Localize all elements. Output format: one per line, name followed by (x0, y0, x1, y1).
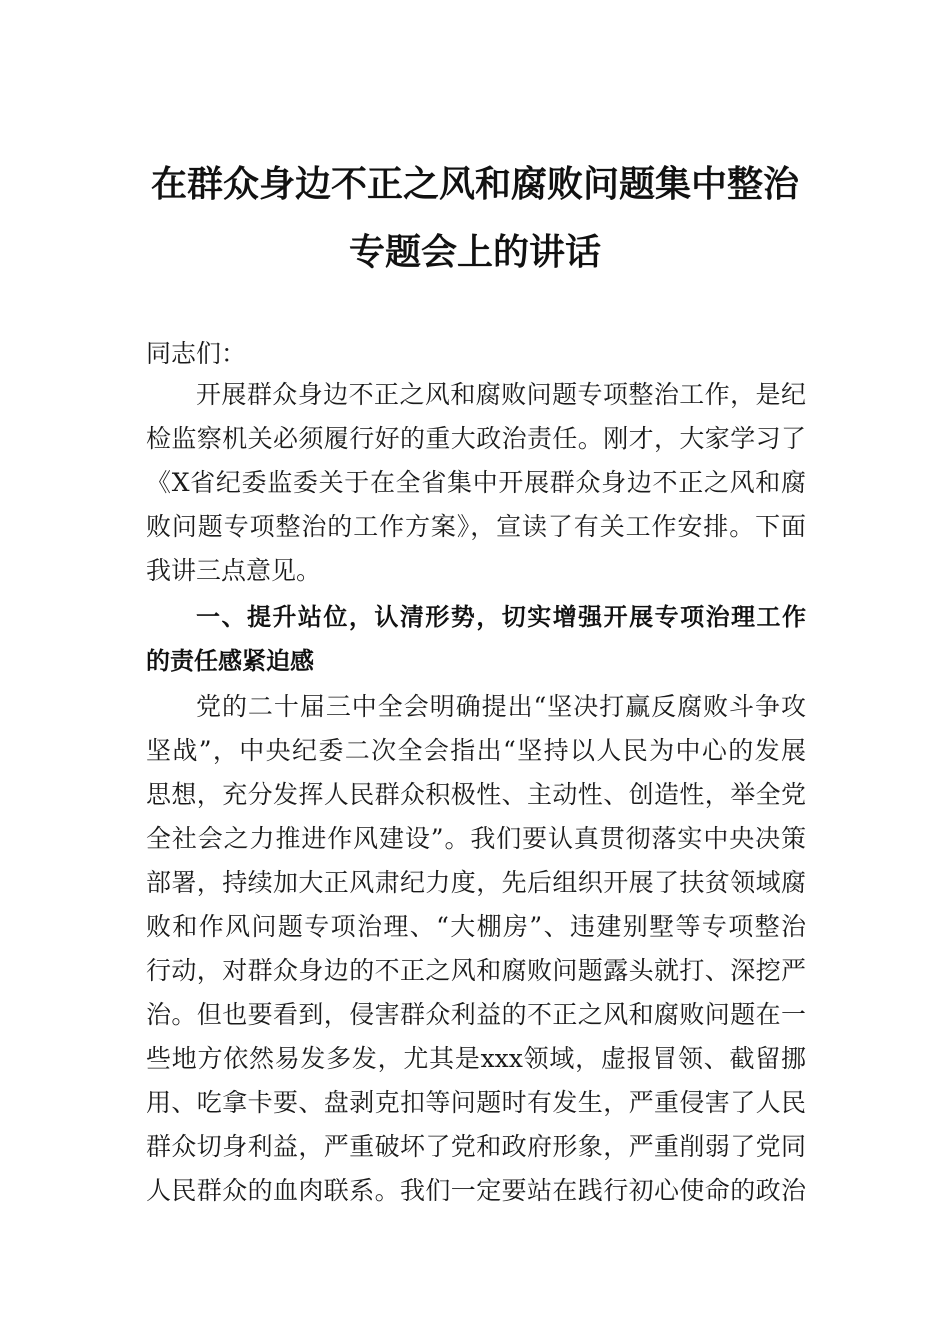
document-title-line-1: 在群众身边不正之风和腐败问题集中整治 (150, 163, 799, 205)
section1-line: 群众切身利益，严重破坏了党和政府形象，严重削弱了党同 (146, 1132, 806, 1161)
section1-line: 人民群众的血肉联系。我们一定要站在践行初心使命的政治 (146, 1176, 806, 1205)
intro-line: 《X省纪委监委关于在全省集中开展群众身边不正之风和腐 (146, 468, 806, 497)
section1-line: 治。但也要看到，侵害群众利益的不正之风和腐败问题在一 (146, 1000, 806, 1029)
section1-line: 坚战”，中央纪委二次全会指出“坚持以人民为中心的发展 (146, 736, 806, 765)
section1-line: 败和作风问题专项治理、“大棚房”、违建别墅等专项整治 (146, 912, 806, 941)
intro-line: 我讲三点意见。 (146, 556, 322, 585)
section1-line: 些地方依然易发多发，尤其是xxx领域，虚报冒领、截留挪 (146, 1044, 806, 1073)
section1-line: 行动，对群众身边的不正之风和腐败问题露头就打、深挖严 (146, 956, 806, 985)
section-heading-line: 一、提升站位，认清形势，切实增强开展专项治理工作 (196, 603, 806, 631)
intro-line: 开展群众身边不正之风和腐败问题专项整治工作，是纪 (196, 380, 806, 409)
intro-line: 败问题专项整治的工作方案》，宣读了有关工作安排。下面 (146, 512, 806, 541)
section1-line: 部署，持续加大正风肃纪力度，先后组织开展了扶贫领域腐 (146, 868, 806, 897)
section1-line: 用、吃拿卡要、盘剥克扣等问题时有发生，严重侵害了人民 (146, 1088, 806, 1117)
document-title-line-2: 专题会上的讲话 (348, 231, 601, 273)
section1-line: 全社会之力推进作风建设”。我们要认真贯彻落实中央决策 (146, 824, 806, 853)
intro-line: 检监察机关必须履行好的重大政治责任。刚才，大家学习了 (146, 424, 806, 453)
salutation: 同志们： (146, 339, 247, 368)
section1-line: 思想，充分发挥人民群众积极性、主动性、创造性，举全党 (146, 780, 806, 809)
section-heading-line: 的责任感紧迫感 (146, 647, 314, 675)
section1-line: 党的二十届三中全会明确提出“坚决打赢反腐败斗争攻 (196, 692, 806, 721)
